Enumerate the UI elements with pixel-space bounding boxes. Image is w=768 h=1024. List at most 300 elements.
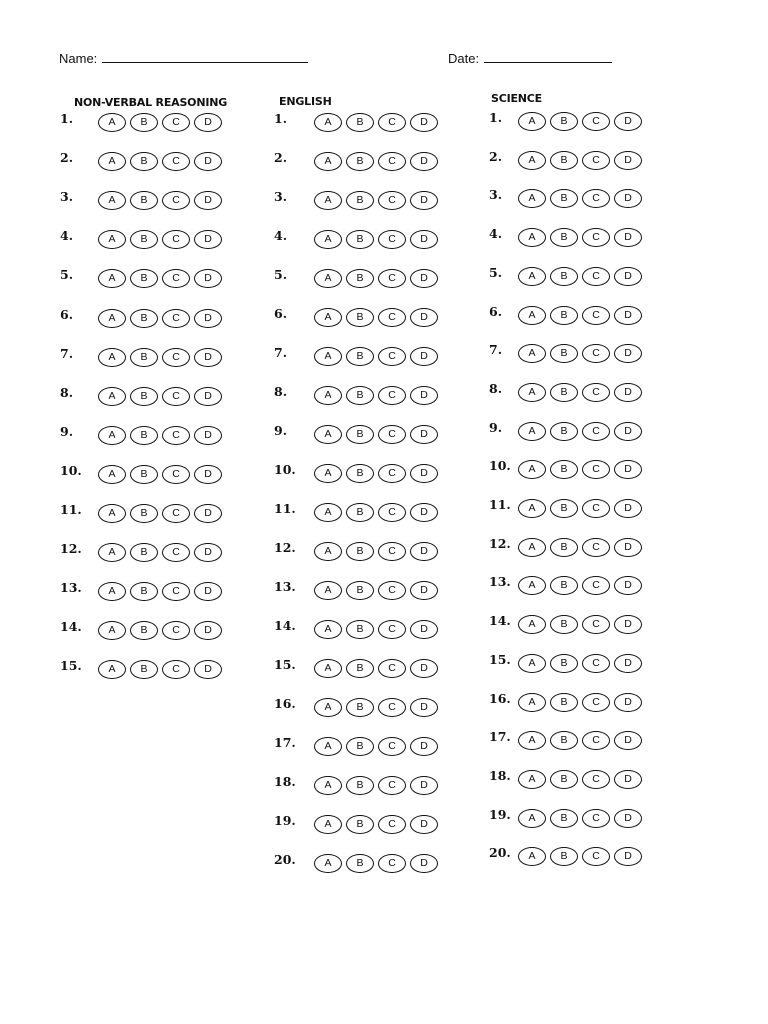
answer-bubble-d[interactable]: D — [614, 499, 642, 518]
question-number: 19. — [489, 807, 511, 822]
answer-bubble-c[interactable]: C — [378, 542, 406, 561]
question-number: 14. — [274, 618, 296, 633]
answer-bubble-b[interactable]: B — [130, 230, 158, 249]
question-row-science-4 — [489, 228, 650, 250]
answer-bubble-d[interactable]: D — [410, 503, 438, 522]
answer-bubble-b[interactable]: B — [346, 113, 374, 132]
answer-bubble-c[interactable]: C — [582, 654, 610, 673]
answer-bubble-b[interactable]: B — [550, 189, 578, 208]
answer-bubble-c[interactable]: C — [378, 347, 406, 366]
answer-bubble-b[interactable]: B — [346, 152, 374, 171]
answer-bubble-c[interactable]: C — [582, 189, 610, 208]
answer-bubble-d[interactable]: D — [614, 809, 642, 828]
question-row-science-11 — [489, 499, 650, 521]
answer-bubble-b[interactable]: B — [346, 776, 374, 795]
answer-bubble-b[interactable]: B — [346, 230, 374, 249]
answer-bubble-a[interactable]: A — [518, 151, 546, 170]
answer-bubble-d[interactable]: D — [614, 228, 642, 247]
question-row-science-8 — [489, 383, 650, 405]
answer-bubble-b[interactable]: B — [550, 538, 578, 557]
name-blank-line[interactable] — [102, 50, 308, 63]
answer-bubble-a[interactable]: A — [518, 383, 546, 402]
answer-bubble-d[interactable]: D — [410, 113, 438, 132]
answer-bubble-d[interactable]: D — [194, 152, 222, 171]
answer-bubble-c[interactable]: C — [162, 191, 190, 210]
answer-bubble-c[interactable]: C — [582, 422, 610, 441]
answer-bubble-a[interactable]: A — [98, 582, 126, 601]
answer-bubble-d[interactable]: D — [194, 582, 222, 601]
answer-bubble-d[interactable]: D — [410, 737, 438, 756]
answer-bubble-a[interactable]: A — [98, 465, 126, 484]
question-number: 3. — [274, 189, 288, 204]
answer-bubble-d[interactable]: D — [410, 386, 438, 405]
answer-bubble-a[interactable]: A — [518, 809, 546, 828]
answer-bubble-c[interactable]: C — [582, 615, 610, 634]
answer-bubble-c[interactable]: C — [378, 230, 406, 249]
date-label: Date: — [448, 51, 480, 66]
answer-bubble-c[interactable]: C — [582, 809, 610, 828]
question-row-english-12 — [274, 542, 446, 564]
question-row-science-7 — [489, 344, 650, 366]
answer-bubble-d[interactable]: D — [194, 348, 222, 367]
question-number: 6. — [489, 304, 503, 319]
question-row-science-14 — [489, 615, 650, 637]
answer-bubble-b[interactable]: B — [130, 621, 158, 640]
answer-bubble-b[interactable]: B — [130, 426, 158, 445]
question-row-non-verbal-reasoning-7 — [60, 348, 230, 370]
answer-bubble-b[interactable]: B — [550, 847, 578, 866]
answer-bubble-a[interactable]: A — [314, 542, 342, 561]
question-number: 1. — [60, 111, 74, 126]
answer-bubble-c[interactable]: C — [162, 543, 190, 562]
question-row-english-2 — [274, 152, 446, 174]
answer-bubble-c[interactable]: C — [378, 737, 406, 756]
question-number: 4. — [60, 228, 74, 243]
answer-bubble-a[interactable]: A — [314, 620, 342, 639]
answer-bubble-d[interactable]: D — [410, 308, 438, 327]
answer-bubble-a[interactable]: A — [98, 269, 126, 288]
question-number: 1. — [489, 110, 503, 125]
answer-bubble-c[interactable]: C — [582, 576, 610, 595]
answer-bubble-b[interactable]: B — [550, 770, 578, 789]
answer-bubble-c[interactable]: C — [582, 693, 610, 712]
answer-bubble-d[interactable]: D — [614, 731, 642, 750]
question-number: 14. — [60, 619, 82, 634]
answer-bubble-c[interactable]: C — [582, 151, 610, 170]
answer-bubble-b[interactable]: B — [130, 348, 158, 367]
answer-bubble-d[interactable]: D — [410, 854, 438, 873]
answer-bubble-b[interactable]: B — [130, 269, 158, 288]
answer-bubble-c[interactable]: C — [378, 815, 406, 834]
answer-bubble-c[interactable]: C — [582, 847, 610, 866]
answer-bubble-b[interactable]: B — [346, 815, 374, 834]
answer-bubble-d[interactable]: D — [194, 426, 222, 445]
answer-bubble-b[interactable]: B — [346, 854, 374, 873]
section-title-science: SCIENCE — [491, 92, 542, 105]
question-row-science-3 — [489, 189, 650, 211]
answer-bubble-a[interactable]: A — [98, 426, 126, 445]
answer-bubble-d[interactable]: D — [410, 659, 438, 678]
answer-bubble-b[interactable]: B — [550, 267, 578, 286]
question-number: 18. — [274, 774, 296, 789]
answer-bubble-a[interactable]: A — [314, 464, 342, 483]
answer-bubble-c[interactable]: C — [162, 387, 190, 406]
answer-bubble-c[interactable]: C — [162, 621, 190, 640]
question-number: 11. — [274, 501, 296, 516]
answer-bubble-c[interactable]: C — [162, 582, 190, 601]
answer-bubble-b[interactable]: B — [130, 543, 158, 562]
answer-bubble-a[interactable]: A — [314, 854, 342, 873]
answer-bubble-d[interactable]: D — [194, 230, 222, 249]
answer-bubble-d[interactable]: D — [194, 309, 222, 328]
date-field — [448, 50, 612, 66]
question-row-non-verbal-reasoning-14 — [60, 621, 230, 643]
question-row-science-13 — [489, 576, 650, 598]
answer-bubble-d[interactable]: D — [614, 460, 642, 479]
answer-bubble-a[interactable]: A — [518, 654, 546, 673]
answer-bubble-d[interactable]: D — [614, 151, 642, 170]
answer-bubble-b[interactable]: B — [550, 422, 578, 441]
answer-bubble-d[interactable]: D — [614, 693, 642, 712]
answer-bubble-c[interactable]: C — [378, 191, 406, 210]
answer-bubble-a[interactable]: A — [314, 698, 342, 717]
question-number: 9. — [489, 420, 503, 435]
answer-bubble-a[interactable]: A — [314, 425, 342, 444]
answer-bubble-b[interactable]: B — [346, 581, 374, 600]
question-row-science-16 — [489, 693, 650, 715]
question-number: 10. — [60, 463, 82, 478]
answer-bubble-c[interactable]: C — [162, 465, 190, 484]
answer-bubble-c[interactable]: C — [582, 306, 610, 325]
question-number: 11. — [60, 502, 82, 517]
answer-bubble-c[interactable]: C — [378, 776, 406, 795]
answer-bubble-d[interactable]: D — [614, 422, 642, 441]
question-number: 2. — [60, 150, 74, 165]
answer-bubble-a[interactable]: A — [518, 731, 546, 750]
answer-bubble-a[interactable]: A — [518, 344, 546, 363]
answer-bubble-d[interactable]: D — [410, 464, 438, 483]
answer-bubble-d[interactable]: D — [410, 581, 438, 600]
answer-bubble-a[interactable]: A — [98, 387, 126, 406]
answer-bubble-c[interactable]: C — [378, 152, 406, 171]
answer-bubble-b[interactable]: B — [346, 386, 374, 405]
question-row-science-10 — [489, 460, 650, 482]
answer-bubble-a[interactable]: A — [314, 230, 342, 249]
answer-bubble-d[interactable]: D — [194, 269, 222, 288]
question-row-non-verbal-reasoning-15 — [60, 660, 230, 682]
answer-bubble-d[interactable]: D — [194, 113, 222, 132]
question-number: 12. — [60, 541, 82, 556]
answer-bubble-d[interactable]: D — [410, 152, 438, 171]
answer-bubble-d[interactable]: D — [614, 189, 642, 208]
answer-bubble-c[interactable]: C — [378, 269, 406, 288]
answer-bubble-d[interactable]: D — [410, 191, 438, 210]
question-row-science-17 — [489, 731, 650, 753]
question-row-science-5 — [489, 267, 650, 289]
answer-bubble-d[interactable]: D — [614, 847, 642, 866]
answer-bubble-b[interactable]: B — [346, 308, 374, 327]
section-title-non-verbal-reasoning: NON-VERBAL REASONING — [74, 96, 228, 109]
name-field — [59, 50, 308, 66]
answer-bubble-c[interactable]: C — [582, 112, 610, 131]
answer-bubble-a[interactable]: A — [98, 230, 126, 249]
question-number: 7. — [60, 346, 74, 361]
answer-bubble-c[interactable]: C — [378, 308, 406, 327]
answer-bubble-c[interactable]: C — [582, 770, 610, 789]
question-number: 13. — [274, 579, 296, 594]
answer-bubble-d[interactable]: D — [614, 306, 642, 325]
question-row-english-1 — [274, 113, 446, 135]
answer-bubble-b[interactable]: B — [130, 660, 158, 679]
answer-bubble-b[interactable]: B — [550, 809, 578, 828]
answer-bubble-b[interactable]: B — [346, 737, 374, 756]
answer-bubble-a[interactable]: A — [518, 267, 546, 286]
answer-bubble-b[interactable]: B — [346, 269, 374, 288]
answer-bubble-d[interactable]: D — [194, 621, 222, 640]
answer-bubble-c[interactable]: C — [582, 344, 610, 363]
answer-bubble-c[interactable]: C — [378, 659, 406, 678]
answer-bubble-d[interactable]: D — [410, 347, 438, 366]
question-row-english-20 — [274, 854, 446, 876]
answer-bubble-c[interactable]: C — [582, 383, 610, 402]
answer-bubble-a[interactable]: A — [518, 460, 546, 479]
answer-bubble-a[interactable]: A — [518, 615, 546, 634]
question-row-english-19 — [274, 815, 446, 837]
answer-bubble-a[interactable]: A — [314, 113, 342, 132]
answer-bubble-c[interactable]: C — [162, 230, 190, 249]
question-row-science-15 — [489, 654, 650, 676]
answer-bubble-b[interactable]: B — [346, 659, 374, 678]
answer-bubble-d[interactable]: D — [614, 654, 642, 673]
answer-bubble-a[interactable]: A — [314, 503, 342, 522]
answer-bubble-a[interactable]: A — [314, 581, 342, 600]
answer-bubble-b[interactable]: B — [130, 309, 158, 328]
question-number: 15. — [60, 658, 82, 673]
answer-bubble-c[interactable]: C — [582, 538, 610, 557]
answer-bubble-b[interactable]: B — [346, 191, 374, 210]
answer-bubble-d[interactable]: D — [194, 191, 222, 210]
answer-bubble-c[interactable]: C — [378, 464, 406, 483]
answer-bubble-a[interactable]: A — [314, 386, 342, 405]
answer-bubble-a[interactable]: A — [518, 228, 546, 247]
answer-bubble-a[interactable]: A — [98, 191, 126, 210]
answer-bubble-c[interactable]: C — [582, 267, 610, 286]
question-row-english-13 — [274, 581, 446, 603]
answer-bubble-d[interactable]: D — [614, 383, 642, 402]
question-row-non-verbal-reasoning-2 — [60, 152, 230, 174]
answer-bubble-a[interactable]: A — [314, 815, 342, 834]
question-number: 3. — [489, 187, 503, 202]
question-number: 2. — [489, 149, 503, 164]
answer-bubble-d[interactable]: D — [194, 660, 222, 679]
answer-bubble-d[interactable]: D — [410, 698, 438, 717]
answer-bubble-c[interactable]: C — [378, 113, 406, 132]
question-number: 1. — [274, 111, 288, 126]
question-number: 13. — [60, 580, 82, 595]
answer-bubble-a[interactable]: A — [98, 152, 126, 171]
question-number: 7. — [274, 345, 288, 360]
question-row-non-verbal-reasoning-12 — [60, 543, 230, 565]
answer-bubble-a[interactable]: A — [98, 309, 126, 328]
answer-bubble-c[interactable]: C — [582, 499, 610, 518]
question-row-science-12 — [489, 538, 650, 560]
question-row-english-16 — [274, 698, 446, 720]
answer-bubble-b[interactable]: B — [550, 228, 578, 247]
answer-bubble-a[interactable]: A — [98, 348, 126, 367]
answer-bubble-b[interactable]: B — [550, 151, 578, 170]
answer-bubble-d[interactable]: D — [194, 465, 222, 484]
answer-bubble-b[interactable]: B — [550, 383, 578, 402]
answer-bubble-a[interactable]: A — [314, 659, 342, 678]
answer-bubble-c[interactable]: C — [582, 228, 610, 247]
answer-bubble-c[interactable]: C — [162, 660, 190, 679]
date-blank-line[interactable] — [484, 50, 612, 63]
question-row-english-17 — [274, 737, 446, 759]
answer-bubble-d[interactable]: D — [614, 576, 642, 595]
answer-bubble-c[interactable]: C — [162, 426, 190, 445]
answer-bubble-a[interactable]: A — [518, 847, 546, 866]
question-number: 6. — [60, 307, 74, 322]
answer-bubble-c[interactable]: C — [162, 113, 190, 132]
answer-bubble-c[interactable]: C — [378, 425, 406, 444]
answer-bubble-a[interactable]: A — [98, 504, 126, 523]
answer-bubble-d[interactable]: D — [410, 776, 438, 795]
question-row-english-9 — [274, 425, 446, 447]
answer-bubble-a[interactable]: A — [98, 113, 126, 132]
question-number: 10. — [489, 458, 511, 473]
answer-bubble-d[interactable]: D — [410, 425, 438, 444]
answer-bubble-a[interactable]: A — [518, 306, 546, 325]
answer-bubble-b[interactable]: B — [130, 465, 158, 484]
answer-bubble-b[interactable]: B — [346, 542, 374, 561]
question-row-non-verbal-reasoning-13 — [60, 582, 230, 604]
question-row-non-verbal-reasoning-11 — [60, 504, 230, 526]
answer-bubble-d[interactable]: D — [614, 344, 642, 363]
answer-bubble-a[interactable]: A — [314, 308, 342, 327]
answer-bubble-c[interactable]: C — [162, 348, 190, 367]
answer-bubble-a[interactable]: A — [314, 776, 342, 795]
question-row-non-verbal-reasoning-10 — [60, 465, 230, 487]
answer-bubble-b[interactable]: B — [130, 504, 158, 523]
answer-bubble-a[interactable]: A — [314, 152, 342, 171]
answer-bubble-b[interactable]: B — [346, 698, 374, 717]
answer-bubble-a[interactable]: A — [518, 499, 546, 518]
answer-bubble-c[interactable]: C — [162, 309, 190, 328]
question-row-science-19 — [489, 809, 650, 831]
question-row-english-14 — [274, 620, 446, 642]
answer-bubble-d[interactable]: D — [410, 230, 438, 249]
question-number: 20. — [274, 852, 296, 867]
answer-bubble-c[interactable]: C — [162, 269, 190, 288]
answer-bubble-b[interactable]: B — [130, 191, 158, 210]
answer-bubble-b[interactable]: B — [130, 113, 158, 132]
answer-bubble-a[interactable]: A — [518, 189, 546, 208]
answer-bubble-c[interactable]: C — [582, 460, 610, 479]
answer-bubble-a[interactable]: A — [518, 422, 546, 441]
answer-bubble-b[interactable]: B — [550, 654, 578, 673]
answer-bubble-b[interactable]: B — [346, 347, 374, 366]
answer-bubble-c[interactable]: C — [378, 698, 406, 717]
answer-bubble-a[interactable]: A — [314, 737, 342, 756]
question-row-science-9 — [489, 422, 650, 444]
answer-bubble-a[interactable]: A — [518, 112, 546, 131]
answer-bubble-b[interactable]: B — [130, 582, 158, 601]
answer-bubble-d[interactable]: D — [614, 112, 642, 131]
question-number: 16. — [489, 691, 511, 706]
question-row-english-3 — [274, 191, 446, 213]
answer-bubble-b[interactable]: B — [550, 460, 578, 479]
answer-bubble-a[interactable]: A — [98, 621, 126, 640]
answer-bubble-a[interactable]: A — [518, 770, 546, 789]
answer-bubble-c[interactable]: C — [378, 386, 406, 405]
answer-bubble-b[interactable]: B — [550, 576, 578, 595]
answer-bubble-a[interactable]: A — [518, 693, 546, 712]
question-row-english-10 — [274, 464, 446, 486]
answer-bubble-c[interactable]: C — [162, 504, 190, 523]
answer-bubble-b[interactable]: B — [550, 499, 578, 518]
question-number: 12. — [274, 540, 296, 555]
question-row-non-verbal-reasoning-9 — [60, 426, 230, 448]
answer-bubble-c[interactable]: C — [582, 731, 610, 750]
answer-bubble-d[interactable]: D — [614, 267, 642, 286]
question-number: 2. — [274, 150, 288, 165]
answer-bubble-d[interactable]: D — [194, 387, 222, 406]
answer-bubble-b[interactable]: B — [550, 693, 578, 712]
answer-bubble-c[interactable]: C — [378, 620, 406, 639]
answer-bubble-d[interactable]: D — [614, 615, 642, 634]
answer-bubble-a[interactable]: A — [518, 538, 546, 557]
answer-bubble-b[interactable]: B — [130, 387, 158, 406]
answer-bubble-b[interactable]: B — [346, 464, 374, 483]
answer-bubble-b[interactable]: B — [130, 152, 158, 171]
answer-bubble-b[interactable]: B — [550, 306, 578, 325]
answer-bubble-d[interactable]: D — [614, 538, 642, 557]
answer-bubble-d[interactable]: D — [410, 269, 438, 288]
answer-bubble-d[interactable]: D — [194, 543, 222, 562]
question-number: 4. — [489, 226, 503, 241]
answer-bubble-a[interactable]: A — [314, 269, 342, 288]
question-number: 5. — [489, 265, 503, 280]
answer-bubble-a[interactable]: A — [314, 191, 342, 210]
question-number: 3. — [60, 189, 74, 204]
answer-bubble-b[interactable]: B — [346, 425, 374, 444]
answer-bubble-b[interactable]: B — [346, 503, 374, 522]
answer-bubble-d[interactable]: D — [410, 815, 438, 834]
answer-bubble-b[interactable]: B — [550, 615, 578, 634]
answer-bubble-c[interactable]: C — [162, 152, 190, 171]
answer-bubble-d[interactable]: D — [614, 770, 642, 789]
question-number: 12. — [489, 536, 511, 551]
question-row-english-11 — [274, 503, 446, 525]
answer-bubble-a[interactable]: A — [518, 576, 546, 595]
answer-bubble-d[interactable]: D — [194, 504, 222, 523]
question-row-english-8 — [274, 386, 446, 408]
answer-bubble-c[interactable]: C — [378, 854, 406, 873]
answer-bubble-c[interactable]: C — [378, 581, 406, 600]
answer-bubble-b[interactable]: B — [550, 731, 578, 750]
answer-bubble-b[interactable]: B — [550, 344, 578, 363]
answer-bubble-a[interactable]: A — [98, 660, 126, 679]
answer-bubble-b[interactable]: B — [346, 620, 374, 639]
answer-bubble-d[interactable]: D — [410, 620, 438, 639]
answer-bubble-c[interactable]: C — [378, 503, 406, 522]
section-title-english: ENGLISH — [279, 95, 332, 108]
answer-bubble-a[interactable]: A — [98, 543, 126, 562]
answer-bubble-a[interactable]: A — [314, 347, 342, 366]
name-label: Name: — [59, 51, 98, 66]
answer-bubble-d[interactable]: D — [410, 542, 438, 561]
answer-bubble-b[interactable]: B — [550, 112, 578, 131]
